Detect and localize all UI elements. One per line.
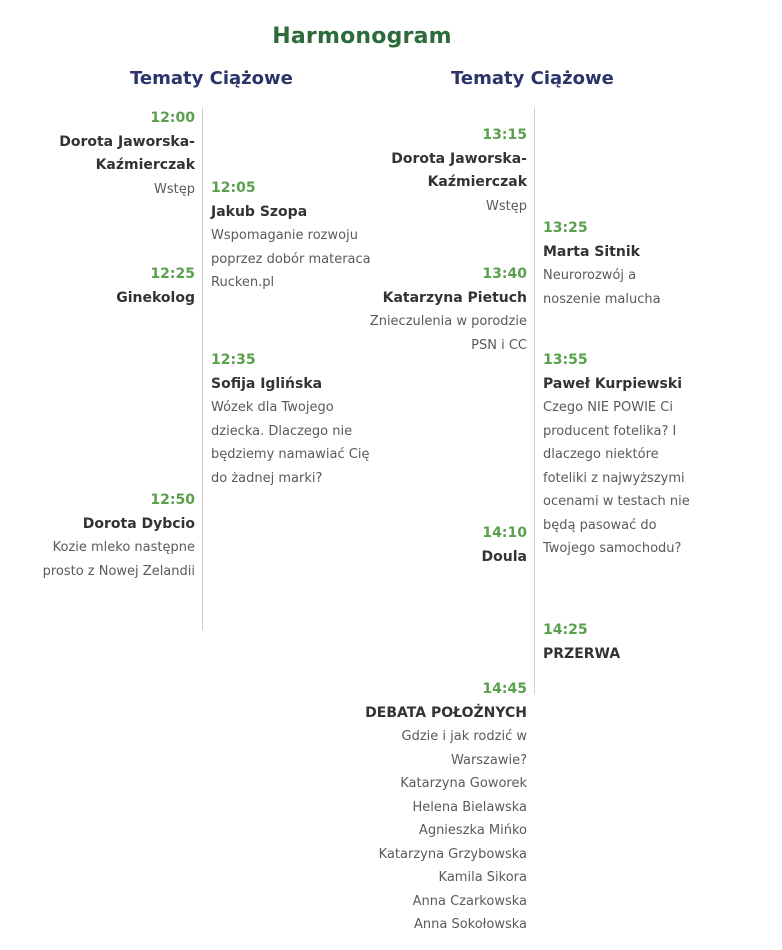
event-description [543, 264, 708, 311]
speaker-line: Paweł Kurpiewski [543, 375, 682, 392]
event-time: 13:40 [482, 266, 527, 282]
event-time: 13:55 [543, 352, 588, 368]
event-time: 12:50 [150, 492, 195, 508]
speaker-line: Sofija Iglińska [211, 375, 323, 392]
schedule-item [30, 263, 195, 310]
description-line: do żadnej marki? [211, 470, 323, 486]
description-line: Agnieszka Mińko [418, 823, 527, 838]
description-line: poprzez dobór materaca [211, 251, 371, 267]
description-line: dlaczego niektóre [543, 447, 659, 462]
speaker-line: Ginekolog [116, 289, 195, 306]
description-line: Anna Sokołowska [413, 917, 527, 932]
divider-right [534, 108, 535, 694]
event-time: 13:25 [543, 220, 588, 236]
schedule-item [362, 522, 527, 569]
description-line: noszenie malucha [543, 291, 661, 307]
event-time: 13:15 [482, 127, 527, 143]
event-description [362, 725, 527, 937]
schedule-item [30, 489, 195, 583]
description-line: Kozie mleko następne [52, 540, 195, 555]
speaker-line: Doula [481, 548, 527, 565]
schedule-item [211, 349, 376, 490]
description-line: foteliki z najwyższymi [543, 470, 685, 486]
description-line: będą pasować do [543, 517, 657, 533]
description-line: prosto z Nowej Zelandii [42, 563, 195, 579]
event-speaker [543, 643, 708, 667]
speaker-line: PRZERWA [543, 645, 621, 662]
speaker-line: Kaźmierczak [95, 157, 195, 173]
description-line: Znieczulenia w porodzie [369, 314, 527, 329]
column-title-left: Tematy Ciążowe [130, 68, 293, 89]
description-line: Wstęp [154, 181, 195, 197]
event-description [362, 310, 527, 357]
speaker-line: Dorota Jaworska- [391, 150, 527, 167]
description-line: Czego NIE POWIE Ci [543, 400, 673, 415]
description-line: Katarzyna Goworek [400, 776, 527, 791]
description-line: Gdzie i jak rodzić w [401, 729, 527, 744]
event-time: 12:25 [150, 266, 195, 282]
description-line: Kamila Sikora [438, 870, 527, 885]
description-line: Anna Czarkowska [412, 893, 527, 909]
event-time: 14:45 [482, 681, 527, 697]
speaker-line: Marta Sitnik [543, 243, 640, 260]
event-time: 12:05 [211, 180, 256, 196]
event-description [30, 178, 195, 202]
description-line: Neurorozwój a [543, 268, 637, 283]
event-description [30, 536, 195, 583]
speaker-line: Jakub Szopa [211, 203, 308, 220]
schedule-item [362, 263, 527, 357]
event-speaker [543, 373, 708, 397]
description-line: PSN i CC [471, 337, 527, 353]
schedule-item [362, 124, 527, 218]
description-line: Helena Bielawska [412, 799, 527, 815]
event-description [543, 396, 708, 561]
event-speaker [362, 546, 527, 570]
divider-left [202, 108, 203, 630]
schedule-item [362, 678, 527, 937]
description-line: ocenami w testach nie [543, 494, 690, 509]
event-speaker [543, 241, 708, 265]
event-time: 12:00 [150, 110, 195, 126]
description-line: Wspomaganie rozwoju [211, 228, 358, 243]
description-line: Warszawie? [450, 752, 527, 768]
page-title: Harmonogram [272, 24, 452, 49]
speaker-line: Dorota Jaworska- [59, 133, 195, 150]
event-description [362, 195, 527, 219]
event-speaker [362, 702, 527, 726]
description-line: Wózek dla Twojego [211, 400, 334, 415]
speaker-line: Dorota Dybcio [82, 515, 195, 532]
description-line: Katarzyna Grzybowska [378, 846, 527, 862]
schedule-item [543, 217, 708, 311]
event-speaker [30, 287, 195, 311]
event-time: 14:10 [482, 525, 527, 541]
schedule-item [211, 177, 376, 295]
description-line: Rucken.pl [211, 275, 275, 290]
event-speaker [211, 373, 376, 397]
description-line: dziecka. Dlaczego nie [211, 423, 353, 439]
speaker-line: DEBATA POŁOŻNYCH [365, 704, 527, 721]
description-line: producent fotelika? I [543, 423, 677, 439]
event-time: 12:35 [211, 352, 256, 368]
speaker-line: Kaźmierczak [427, 174, 527, 190]
event-description [211, 224, 376, 295]
event-time: 14:25 [543, 622, 588, 638]
speaker-line: Katarzyna Pietuch [382, 289, 527, 306]
event-speaker [362, 287, 527, 311]
schedule-item [543, 349, 708, 561]
event-speaker [362, 148, 527, 195]
schedule-item [543, 619, 708, 666]
event-description [211, 396, 376, 490]
description-line: Wstęp [486, 198, 527, 214]
description-line: Twojego samochodu? [543, 541, 682, 556]
event-speaker [211, 201, 376, 225]
schedule-item [30, 107, 195, 201]
event-speaker [30, 513, 195, 537]
event-speaker [30, 131, 195, 178]
description-line: będziemy namawiać Cię [211, 447, 370, 462]
column-title-right: Tematy Ciążowe [451, 68, 614, 89]
